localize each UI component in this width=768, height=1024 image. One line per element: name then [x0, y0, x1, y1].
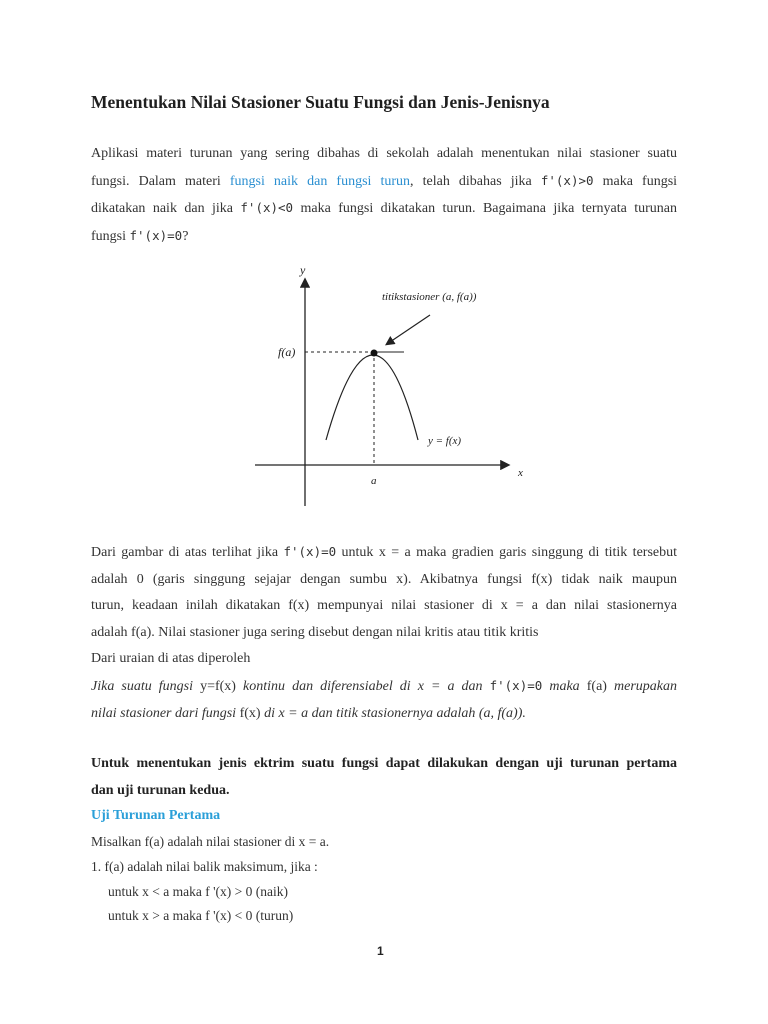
theorem-line-2: [91, 701, 677, 728]
intro-line-1: Aplikasi materi turunan yang sering dibahas di sekolah adalah menentukan nilai stasioner suatu: [91, 146, 677, 161]
intro-line-4: [91, 223, 677, 251]
derived-line: [91, 646, 677, 673]
theorem-text: maka: [549, 679, 580, 694]
list-line-2: untuk x < a maka f '(x) > 0 (naik): [108, 884, 288, 899]
explanation-line-1: [91, 539, 677, 567]
curve-label: y = f(x): [428, 435, 462, 447]
theorem-text: Jika suatu fungsi: [91, 679, 193, 694]
bold-line-2: dan uji turunan kedua.: [91, 782, 230, 798]
math-fprime-gt0: f'(x)>0: [540, 172, 594, 188]
fa-label: f(a): [278, 345, 296, 359]
math-fprime-eq0: f'(x)=0: [489, 678, 543, 693]
annotation-arrow: [387, 315, 430, 344]
derived-text: Dari uraian di atas diperoleh: [91, 651, 251, 666]
intro-text: maka fungsi dikatakan turun. Bagaimana jika ternyata turunan: [300, 201, 678, 216]
intro-text: fungsi: [91, 228, 126, 244]
intro-text: fungsi. Dalam materi: [91, 173, 221, 189]
explanation-line-4: adalah f(a). Nilai stasioner juga sering disebut dengan nilai kritis atau titik kritis: [91, 624, 539, 640]
a-label: a: [371, 475, 377, 487]
annotation-label: titikstasioner (a, f(a)): [382, 291, 477, 303]
explanation-paragraph: [91, 539, 677, 646]
explanation-text: Dari gambar di atas terlihat jika: [91, 545, 279, 560]
list-line-0: Misalkan f(a) adalah nilai stasioner di x = a.: [91, 834, 330, 849]
theorem-text: di x = a dan titik stasionernya adalah (a, f(a)).: [264, 705, 526, 721]
stationary-point-figure: [250, 258, 540, 508]
intro-line-3: [91, 195, 677, 223]
parabola-curve: [326, 355, 418, 440]
bold-line-1: Untuk menentukan jenis ektrim suatu fungsi dapat dilakukan dengan uji turunan pertama: [91, 756, 677, 771]
math-fx: y=f(x): [200, 679, 236, 694]
intro-line-2: [91, 168, 677, 196]
math-fa: f(a): [586, 679, 607, 694]
explanation-text: untuk x = a maka gradien garis singgung di titik tersebut: [341, 545, 678, 560]
theorem-paragraph: [91, 673, 677, 727]
theorem-line-1: [91, 673, 677, 701]
document-title: Menentukan Nilai Stasioner Suatu Fungsi dan Jenis-Jenisnya: [91, 92, 550, 112]
intro-text: , telah dibahas jika: [410, 173, 532, 189]
math-fprime-eq0: f'(x)=0: [129, 227, 183, 243]
theorem-text: merupakan: [614, 679, 678, 694]
explanation-line-2: adalah 0 (garis singgung sejajar dengan sumbu x). Akibatnya fungsi f(x) tidak naik maupun: [91, 571, 677, 587]
list-line-3: untuk x > a maka f '(x) < 0 (turun): [108, 908, 294, 923]
intro-text: maka fungsi: [602, 173, 678, 189]
math-fprime-eq0: f'(x)=0: [283, 544, 337, 559]
section-heading: Uji Turunan Pertama: [91, 808, 221, 823]
theorem-text: kontinu dan diferensiabel di x = a dan: [243, 679, 483, 694]
intro-text: dikatakan naik dan jika: [91, 201, 233, 216]
bold-paragraph: [91, 751, 677, 804]
stationary-point: [371, 350, 378, 357]
y-axis-label: y: [300, 263, 306, 277]
math-fprime-lt0: f'(x)<0: [240, 200, 294, 215]
math-fx: f(x): [239, 705, 261, 721]
list-line-1: 1. f(a) adalah nilai balik maksimum, jika :: [91, 859, 318, 874]
explanation-line-3: turun, keadaan inilah dikatakan f(x) mempunyai nilai stasioner di x = a dan nilai stasionernya: [91, 598, 677, 613]
x-axis-label: x: [518, 467, 523, 479]
theorem-text: nilai stasioner dari fungsi: [91, 705, 237, 721]
link-fungsi-naik-turun[interactable]: fungsi naik dan fungsi turun: [229, 173, 411, 189]
page-number: 1: [377, 944, 384, 958]
intro-paragraph: [91, 141, 677, 250]
intro-text: ?: [182, 228, 189, 244]
